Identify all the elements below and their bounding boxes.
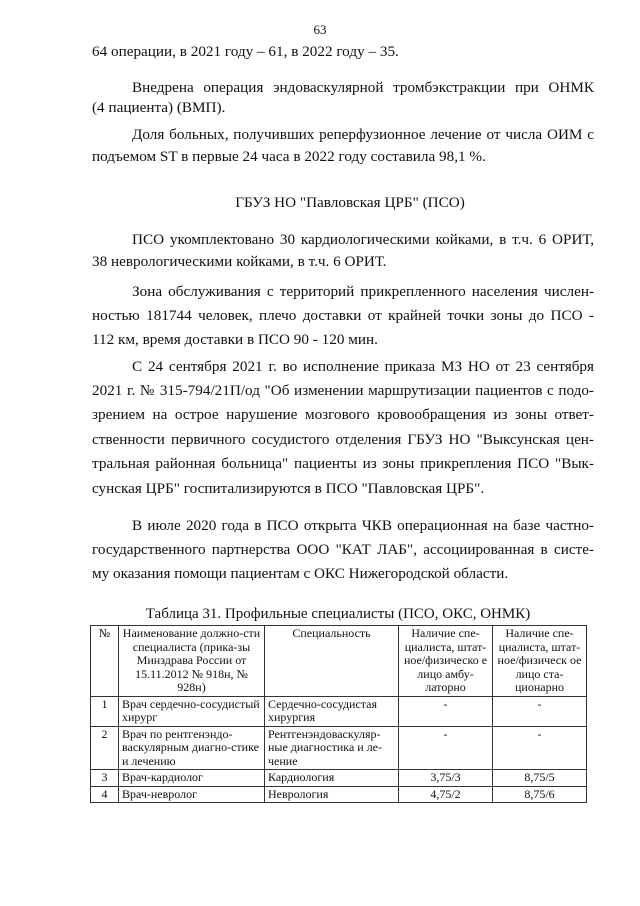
table-cell: 2 (91, 726, 119, 770)
text-line: тральная районная больница" пациенты из зоны прикрепления ПСО "Вык- (92, 455, 594, 472)
text-line: сунская ЦРБ" госпитализируются в ПСО "Павловская ЦРБ". (92, 480, 485, 497)
table-cell: - (399, 696, 493, 726)
table-cell: 1 (91, 696, 119, 726)
text-line: Внедрена операция эндоваскулярной тромбэкстракции при ОНМК (132, 79, 594, 96)
text-line: государственного партнерства ООО "КАТ ЛАБ", ассоциированная в систе- (92, 541, 594, 558)
text-line: подъемом ST в первые 24 часа в 2022 году составила 98,1 %. (92, 148, 486, 165)
table-cell: 3,75/3 (399, 770, 493, 787)
page-number: 63 (313, 22, 327, 37)
table-cell: - (493, 696, 587, 726)
table-cell: Неврология (265, 786, 399, 803)
text-line: ПСО укомплектовано 30 кардиологическими койками, в т.ч. 6 ОРИТ, (132, 231, 594, 248)
text-line: 38 неврологическими койками, в т.ч. 6 ОРИТ. (92, 253, 387, 270)
table-cell: 4,75/2 (399, 786, 493, 803)
table-cell: Врач-кардиолог (119, 770, 265, 787)
table-cell: Рентгенэндоваскуляр-ные диагностика и ле-чение (265, 726, 399, 770)
table-cell: 4 (91, 786, 119, 803)
table-cell: 8,75/6 (493, 786, 587, 803)
text-line: В июле 2020 года в ПСО открыта ЧКВ операционная на базе частно- (132, 517, 594, 534)
header-inpatient: Наличие спе-циалиста, штат-ное/физическ ое лицо ста-ционарно (493, 626, 587, 697)
table-cell: Кардиология (265, 770, 399, 787)
table-row (91, 770, 587, 787)
text-line: Зона обслуживания с территорий прикрепленного населения числен- (132, 283, 594, 300)
text-line: ностью 181744 человек, плечо доставки от крайней точки зоны до ПСО - (92, 307, 594, 324)
table-row (91, 786, 587, 803)
table-cell: - (493, 726, 587, 770)
table-cell: 3 (91, 770, 119, 787)
table-cell: Врач по рентгенэндо-васкулярным диагно-стике и лечению (119, 726, 265, 770)
specialists-table (90, 625, 587, 803)
table-cell: - (399, 726, 493, 770)
table-row (91, 726, 587, 770)
table-caption: Таблица 31. Профильные специалисты (ПСО, ОКС, ОНМК) (145, 606, 531, 622)
text-line: му оказания помощи пациентам с ОКС Нижегородской области. (92, 565, 509, 582)
text-line: 64 операции, в 2021 году – 61, в 2022 году – 35. (92, 43, 399, 60)
text-line: (4 пациента) (ВМП). (92, 99, 226, 116)
text-line: зрением на острое нарушение мозгового кровообращения из зоны ответ- (92, 406, 594, 423)
header-number: № (91, 626, 119, 697)
section-heading: ГБУЗ НО "Павловская ЦРБ" (ПСО) (235, 194, 465, 211)
text-line: 2021 г. № 315-794/21П/од "Об изменении маршрутизации пациентов с подо- (92, 382, 594, 399)
text-line: С 24 сентября 2021 г. во исполнение приказа МЗ НО от 23 сентября (132, 358, 594, 375)
table-row (91, 696, 587, 726)
table-cell: Врач сердечно-сосудистый хирург (119, 696, 265, 726)
header-outpatient: Наличие спе-циалиста, штат-ное/физическо е лицо амбу-латорно (399, 626, 493, 697)
header-position: Наименование должно-сти специалиста (прика-зы Минздрава России от 15.11.2012 № 918н, № 928н) (119, 626, 265, 697)
table-cell: Врач-невролог (119, 786, 265, 803)
text-line: ственности первичного сосудистого отделения ГБУЗ НО "Выксунская цен- (92, 431, 594, 448)
table-header-row (91, 626, 587, 697)
text-line: 112 км, время доставки в ПСО 90 - 120 мин. (92, 331, 378, 348)
header-specialty: Специальность (265, 626, 399, 697)
table-cell: 8,75/5 (493, 770, 587, 787)
table-cell: Сердечно-сосудистая хирургия (265, 696, 399, 726)
text-line: Доля больных, получивших реперфузионное лечение от числа ОИМ с (132, 126, 594, 143)
